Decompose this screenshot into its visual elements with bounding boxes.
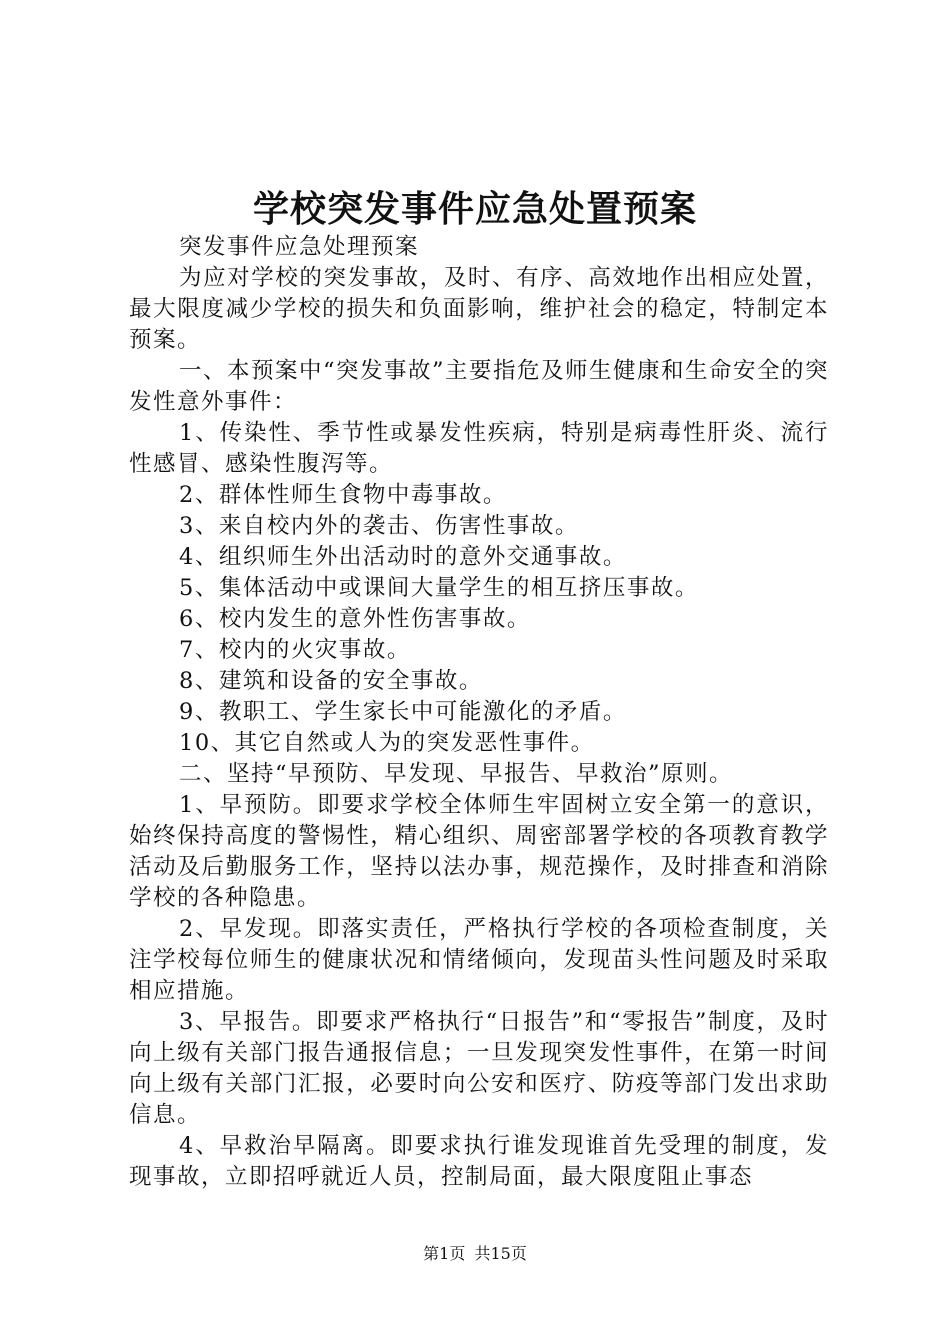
list-item: 10、其它自然或人为的突发恶性事件。 [179, 730, 595, 756]
paragraph: 二、坚持“早预防、早发现、早报告、早救治”原则。 [179, 761, 734, 787]
paragraph: 为应对学校的突发事故，及时、有序、高效地作出相应处置，最大限度减少学校的损失和负面影响，维护社会的稳定，特制定本预案。 [129, 265, 829, 353]
page-number: 第1页 [423, 1244, 466, 1263]
page-total: 共15页 [474, 1244, 527, 1263]
paragraph: 一、本预案中“突发事故”主要指危及师生健康和生命安全的突发性意外事件： [129, 358, 830, 415]
paragraph: 突发事件应急处理预案 [179, 234, 420, 260]
list-item: 5、集体活动中或课间大量学生的相互挤压事故。 [179, 575, 699, 601]
list-item: 1、传染性、季节性或暴发性疾病，特别是病毒性肝炎、流行性感冒、感染性腹泻等。 [129, 420, 829, 477]
list-item: 4、组织师生外出活动时的意外交通事故。 [179, 544, 627, 570]
list-item: 6、校内发生的意外性伤害事故。 [179, 606, 531, 632]
list-item: 8、建筑和设备的安全事故。 [179, 668, 483, 694]
list-item: 3、早报告。即要求严格执行“日报告”和“零报告”制度，及时向上级有关部门报告通报信息；一旦发现突发性事件，在第一时间向上级有关部门汇报，必要时向公安和医疗、防疫等部门发出求助信息。 [129, 1009, 829, 1128]
page-footer [0, 1242, 950, 1266]
list-item: 3、来自校内外的袭击、伤害性事故。 [179, 513, 579, 539]
list-item: 1、早预防。即要求学校全体师生牢固树立安全第一的意识，始终保持高度的警惕性，精心组织、周密部署学校的各项教育教学活动及后勤服务工作，坚持以法办事，规范操作，及时排查和消除学校的各种隐患。 [129, 792, 829, 911]
list-item: 2、群体性师生食物中毒事故。 [179, 482, 507, 508]
list-item: 2、早发现。即落实责任，严格执行学校的各项检查制度，关注学校每位师生的健康状况和情绪倾向，发现苗头性问题及时采取相应措施。 [129, 916, 829, 1004]
document-body [129, 232, 829, 1193]
list-item: 4、早救治早隔离。即要求执行谁发现谁首先受理的制度，发现事故，立即招呼就近人员，控制局面，最大限度阻止事态 [129, 1133, 829, 1190]
list-item: 7、校内的火灾事故。 [179, 637, 411, 663]
list-item: 9、教职工、学生家长中可能激化的矛盾。 [179, 699, 627, 725]
document-title: 学校突发事件应急处置预案 [252, 189, 697, 230]
